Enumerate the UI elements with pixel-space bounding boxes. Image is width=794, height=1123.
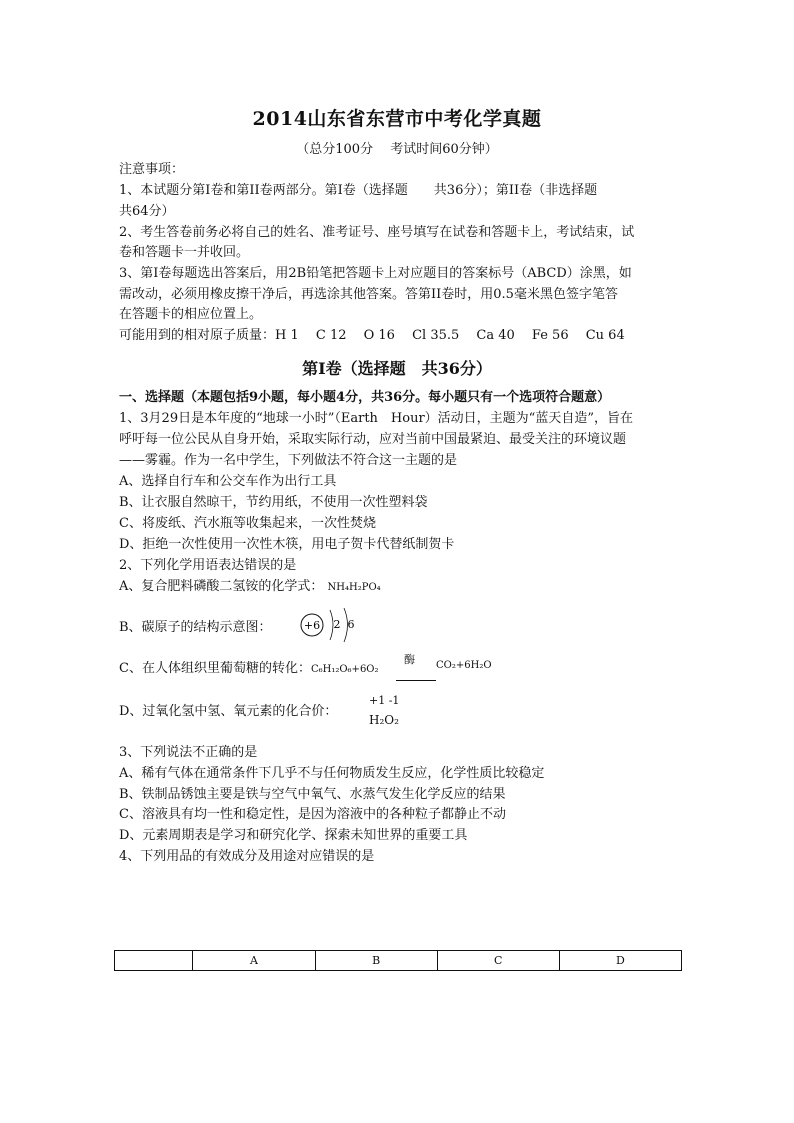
- q3-option-c: C、溶液具有均一性和稳定性，是因为溶液中的各种粒子都静止不动: [119, 807, 506, 822]
- carbon-atom-diagram: [300, 608, 360, 642]
- q3-option-a: A、稀有气体在通常条件下几乎不与任何物质发生反应，化学性质比较稳定: [119, 766, 545, 781]
- exam-title: 2014山东省东营市中考化学真题: [252, 108, 542, 130]
- q2-stem: 2、下列化学用语表达错误的是: [119, 558, 297, 573]
- valence-marks: +1 -1: [369, 694, 400, 707]
- note-1-line-1: 1、本试题分第Ⅰ卷和第II卷两部分。第Ⅰ卷（选择题 共36分）；第II卷（非选择题: [119, 183, 598, 198]
- q1-option-b: B、让衣服自然晾干，节约用纸，不使用一次性塑料袋: [119, 495, 428, 510]
- q2-option-a: [119, 578, 381, 597]
- section-instruction: 一、选择题（本题包括9小题，每小题4分，共36分。每小题只有一个选项符合题意）: [119, 390, 611, 405]
- shell-1-electrons: 2: [333, 618, 341, 631]
- note-1-line-2: 共64分）: [119, 204, 175, 219]
- q4-options-table: [114, 950, 682, 971]
- q1-option-a: A、选择自行车和公交车作为出行工具: [119, 474, 337, 489]
- table-header-d: D: [559, 951, 681, 971]
- q3-option-d: D、元素周期表是学习和研究化学、探索未知世界的重要工具: [119, 828, 468, 843]
- hydrogen-peroxide-formula: H₂O₂: [369, 713, 399, 727]
- q1-stem-line-1: 1、3月29日是本年度的“地球一小时”（Earth Hour）活动日，主题为“蓝天自造”，旨在: [119, 411, 633, 426]
- q1-option-c: C、将废纸、汽水瓶等收集起来，一次性焚烧: [119, 516, 376, 531]
- note-3-line-1: 3、第Ⅰ卷每题选出答案后，用2B铅笔把答题卡上对应题目的答案标号（ABCD）涂黑，如: [119, 266, 632, 281]
- q1-stem-line-3: ——雾霾。作为一名中学生，下列做法不符合这一主题的是: [119, 453, 458, 468]
- table-row: [115, 951, 682, 971]
- q2-option-c-reactants: C₆H₁₂O₆+6O₂: [310, 664, 379, 675]
- note-2-line-1: 2、考生答卷前务必将自己的姓名、准考证号、座号填写在试卷和答题卡上，考试结束，试: [119, 225, 635, 240]
- q2-option-a-text: A、复合肥料磷酸二氢铵的化学式：: [119, 579, 324, 594]
- q2-option-d-text: D、过氧化氢中氢、氧元素的化合价：: [119, 704, 338, 719]
- table-header-a: A: [193, 951, 315, 971]
- q1-option-d: D、拒绝一次性使用一次性木筷，用电子贺卡代替纸制贺卡: [119, 537, 455, 552]
- q3-option-b: B、铁制品锈蚀主要是铁与空气中氧气、水蒸气发生化学反应的结果: [119, 787, 506, 802]
- q2-option-c-text: C、在人体组织里葡萄糖的转化：: [119, 661, 311, 676]
- reaction-arrow-line: [396, 680, 436, 681]
- exam-subtitle: （总分100分 考试时间60分钟）: [296, 142, 498, 157]
- nucleus-charge: +6: [303, 619, 321, 632]
- q2-option-a-formula: NH₄H₂PO₄: [327, 582, 381, 593]
- table-header-c: C: [437, 951, 559, 971]
- section-title: 第Ⅰ卷（选择题 共36分）: [302, 359, 492, 378]
- q4-stem: 4、下列用品的有效成分及用途对应错误的是: [119, 849, 375, 864]
- note-3-line-2: 需改动，必须用橡皮擦干净后，再选涂其他答案。答第II卷时，用0.5毫米黑色签字笔答: [119, 287, 618, 302]
- q1-stem-line-2: 呼吁每一位公民从自身开始，采取实际行动，应对当前中国最紧迫、最受关注的环境议题: [119, 432, 627, 447]
- note-3-line-3: 在答题卡的相应位置上。: [119, 307, 263, 322]
- reaction-condition: 酶: [404, 653, 415, 666]
- shell-2-electrons: 6: [347, 618, 355, 631]
- note-2-line-2: 卷和答题卡一并收回。: [119, 245, 250, 260]
- q2-option-b-text: B、碳原子的结构示意图：: [119, 620, 272, 635]
- q3-stem: 3、下列说法不正确的是: [119, 745, 258, 760]
- table-header-b: B: [315, 951, 437, 971]
- q2-option-c-products: CO₂+6H₂O: [436, 660, 492, 671]
- table-header-blank: [115, 951, 193, 971]
- atomic-masses: 可能用到的相对原子质量：H 1 C 12 O 16 Cl 35.5 Ca 40 Fe 56 Cu 64: [119, 328, 625, 343]
- q2-option-c: [119, 660, 379, 679]
- notes-heading: 注意事项：: [119, 162, 185, 177]
